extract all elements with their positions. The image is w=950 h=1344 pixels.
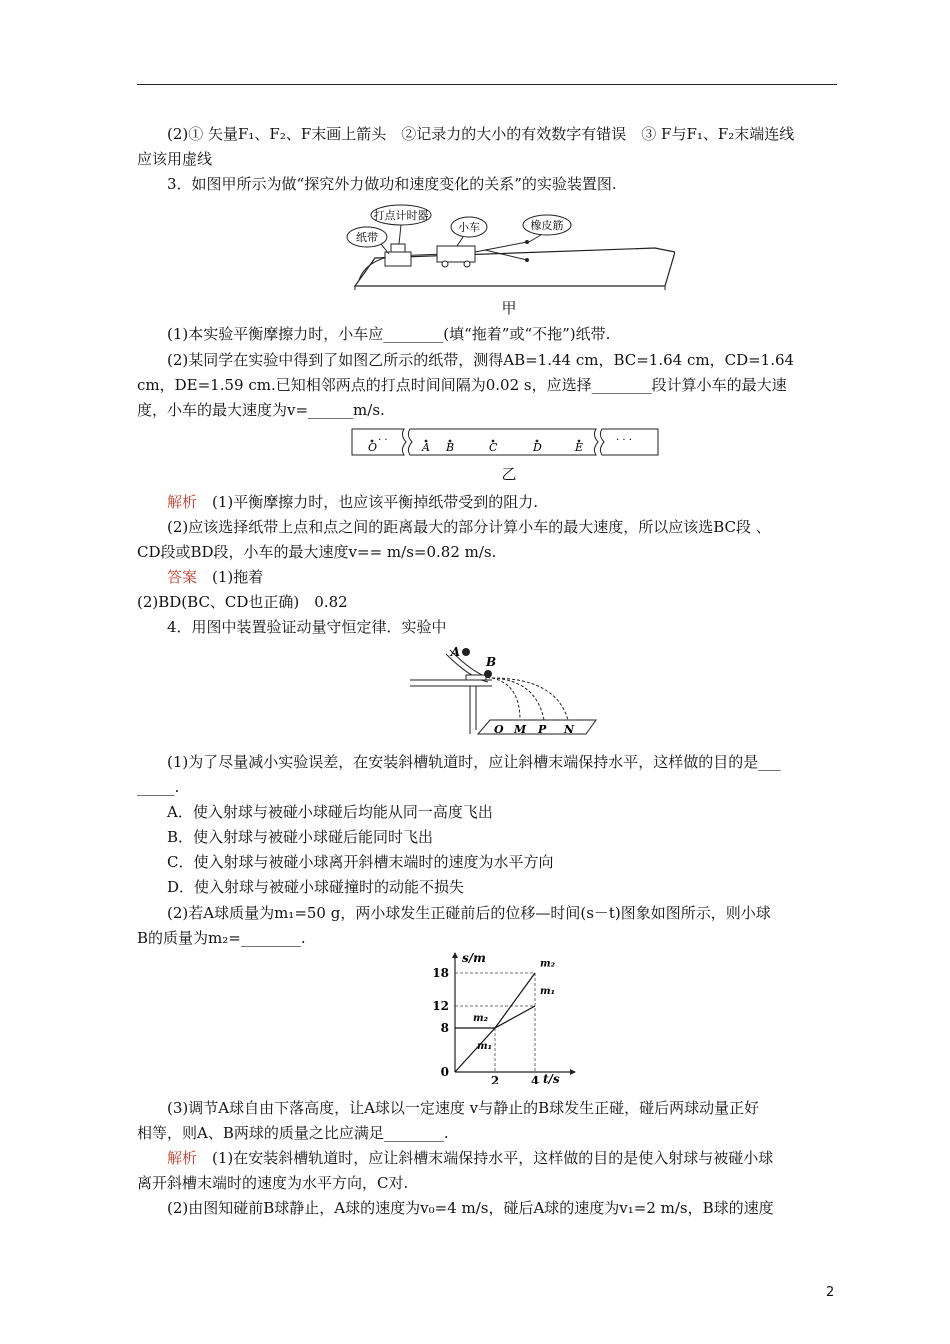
answer-line: 答案 (1)拖着	[167, 568, 264, 586]
floor-m-label: M	[514, 723, 527, 736]
floor-n-label: N	[564, 723, 575, 736]
y-tick-label: 18	[432, 966, 449, 980]
series-label-m1: m₁	[540, 985, 555, 997]
text-line: (2)应该选择纸带上点和点之间的距离最大的部分计算小车的最大速度，所以应该选BC段 、	[167, 518, 771, 536]
text-line: 度，小车的最大速度为v=______m/s.	[137, 401, 385, 419]
ball-a-label: A	[450, 645, 460, 659]
x-axis-label: t/s	[543, 1072, 560, 1084]
question-4-stem: 4．用图中装置验证动量守恒定律．实验中	[167, 618, 447, 636]
text-line: (2)BD(BC、CD也正确) 0.82	[137, 593, 348, 611]
floor-o-label: O	[494, 723, 504, 736]
text-line: (2)由图知碰前B球静止，A球的速度为v₀=4 m/s，碰后A球的速度为v₁=2 m/s，B球的速度	[167, 1199, 774, 1217]
figure-jia-caption: 甲	[501, 299, 517, 317]
point-o-label: O	[368, 441, 378, 454]
callout-cart: 小车	[458, 221, 480, 234]
text-line: (1)为了尽量减小实验误差，在安装斜槽轨道时，应让斜槽末端保持水平，这样做的目的是___	[167, 753, 781, 771]
text-line: CD段或BD段，小车的最大速度v== m/s=0.82 m/s.	[137, 543, 497, 561]
text-line: cm，DE=1.59 cm.已知相邻两点的打点时间间隔为0.02 s，应选择________段计算小车的最大速	[137, 376, 787, 394]
answer-label: 答案	[167, 568, 198, 586]
x-tick-label: 2	[490, 1074, 500, 1084]
x-axis-arrow	[570, 1069, 576, 1075]
text-line: 相等，则A、B两球的质量之比应满足________.	[137, 1124, 449, 1142]
series-label-m2: m₂	[473, 1012, 488, 1024]
figure-jia-apparatus	[345, 202, 675, 294]
option-d: D．使入射球与被碰小球碰撞时的动能不损失	[167, 878, 465, 896]
series-label-m1: m₁	[477, 1040, 492, 1052]
text-line: (2)某同学在实验中得到了如图乙所示的纸带，测得AB=1.44 cm，BC=1.64 cm，CD=1.64	[167, 351, 795, 369]
x-tick-label: 4	[530, 1074, 540, 1084]
option-c: C．使入射球与被碰小球离开斜槽末端时的速度为水平方向	[167, 853, 554, 871]
callout-tape: 纸带	[356, 231, 378, 244]
tape-dots-right: · · ·	[616, 435, 632, 446]
text-line: (2)① 矢量F₁、F₂、F末画上箭头 ②记录力的大小的有效数字有错误 ③ F与F₁、F₂末端连线	[167, 125, 795, 143]
analysis-line: 解析 (1)平衡摩擦力时，也应该平衡掉纸带受到的阻力.	[167, 493, 539, 511]
page-number: 2	[826, 1285, 835, 1300]
text-line: 离开斜槽末端时的速度为水平方向，C对.	[137, 1174, 409, 1192]
text-line: 应该用虚线	[137, 150, 213, 168]
analysis-line: 解析 (1)在安装斜槽轨道时，应让斜槽末端保持水平，这样做的目的是使入射球与被碰小球	[167, 1149, 774, 1167]
ball-b-label: B	[486, 655, 497, 669]
floor-p-label: P	[538, 723, 547, 736]
y-tick-label: 12	[432, 999, 449, 1013]
point-c-label: C	[489, 441, 498, 454]
series-label-m2: m₂	[540, 958, 555, 970]
y-axis-arrow	[452, 952, 458, 958]
header-rule	[137, 84, 837, 85]
analysis-label: 解析	[167, 493, 198, 511]
figure-yi-tape	[350, 427, 660, 457]
analysis-label: 解析	[167, 1149, 198, 1167]
callout-rubber-band: 橡皮筋	[530, 219, 564, 232]
option-b: B．使入射球与被碰小球碰后能同时飞出	[167, 828, 434, 846]
point-d-label: D	[533, 441, 542, 454]
figure-yi-caption: 乙	[501, 465, 517, 483]
series-line-2	[455, 973, 535, 1028]
text-line: (2)若A球质量为m₁=50 g，两小球发生正碰前后的位移—时间(s－t)图象如图所示，则小球	[167, 904, 771, 922]
y-tick-label: 8	[440, 1021, 449, 1035]
tape-dots-left: · ·	[378, 435, 388, 446]
text-line: B的质量为m₂=________.	[137, 929, 306, 947]
callout-timer: 打点计时器	[373, 209, 429, 222]
point-b-label: B	[446, 441, 455, 454]
figure-ramp-apparatus	[410, 642, 600, 738]
y-axis-label: s/m	[462, 952, 486, 965]
option-a: A．使入射球与被碰小球碰后均能从同一高度飞出	[167, 803, 493, 821]
text-line: _____.	[137, 778, 180, 796]
y-tick-label: 0	[440, 1065, 449, 1079]
point-a-label: A	[422, 441, 430, 454]
question-3-stem: 3．如图甲所示为做“探究外力做功和速度变化的关系”的实验装置图.	[167, 175, 617, 193]
text-line: (1)本实验平衡摩擦力时，小车应________(填“拖着”或“不拖”)纸带.	[167, 325, 611, 343]
point-e-label: E	[575, 441, 584, 454]
text-line: (3)调节A球自由下落高度，让A球以一定速度 v与静止的B球发生正碰，碰后两球动量正好	[167, 1099, 760, 1117]
st-graph	[420, 952, 580, 1084]
